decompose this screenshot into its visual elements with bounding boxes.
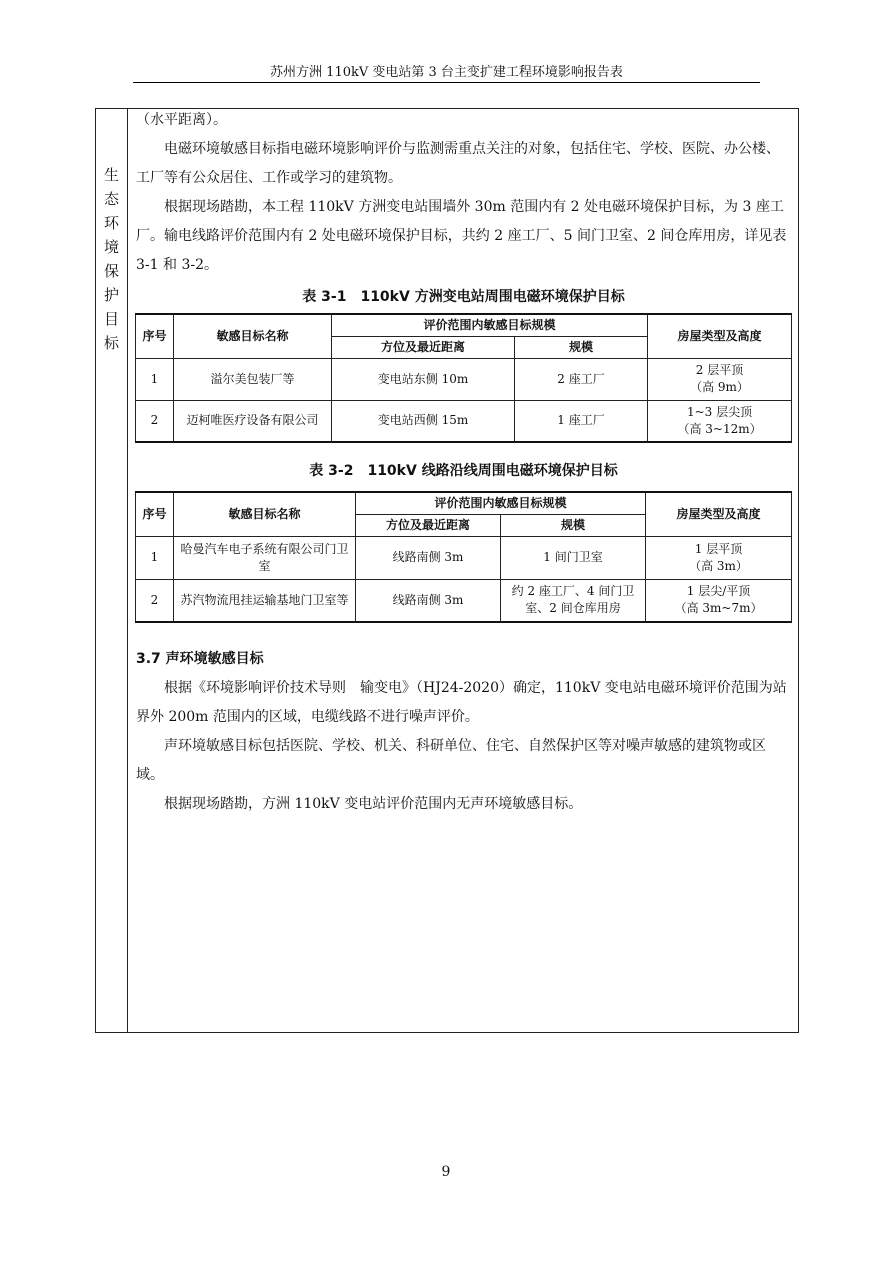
side-char: 态	[103, 190, 119, 208]
table-row	[136, 536, 792, 579]
side-char: 目	[103, 310, 119, 328]
content-frame	[95, 108, 799, 1033]
paragraph: 根据现场踏勘，方洲 110kV 变电站评价范围内无声环境敏感目标。	[164, 796, 583, 812]
cell-scale: 2 座工厂	[515, 358, 648, 400]
header-scope: 评价范围内敏感目标规模	[356, 492, 646, 514]
cell-type	[646, 579, 792, 622]
table1	[135, 313, 792, 443]
header-no: 序号	[136, 314, 174, 358]
cell-type	[646, 536, 792, 579]
cell-dir: 线路南侧 3m	[356, 579, 501, 622]
cell-name: 苏汽物流甩挂运输基地门卫室等	[174, 579, 356, 622]
cell-scale: 约 2 座工厂、4 间门卫室、2 间仓库用房	[501, 579, 646, 622]
cell-name: 哈曼汽车电子系统有限公司门卫室	[174, 536, 356, 579]
cell-scale: 1 座工厂	[515, 400, 648, 442]
cell-no: 2	[136, 579, 174, 622]
paragraph: 电磁环境敏感目标指电磁环境影响评价与监测需重点关注的对象，包括住宅、学校、医院、办公楼、工厂等有公众居住、工作或学习的建筑物。	[136, 141, 780, 186]
table1-caption: 表 3-1 110kV 方洲变电站周围电磁环境保护目标	[302, 289, 625, 305]
header-rule	[133, 82, 760, 83]
cell-type-line: 2 层平顶	[695, 363, 744, 377]
cell-no: 2	[136, 400, 174, 442]
header-name: 敏感目标名称	[174, 314, 332, 358]
header-scope: 评价范围内敏感目标规模	[332, 314, 648, 336]
cell-type-line: 1~3 层尖顶	[686, 404, 753, 419]
cell-name: 溢尔美包装厂等	[174, 358, 332, 400]
table-row	[136, 579, 792, 622]
header-dir: 方位及最近距离	[332, 336, 515, 358]
cell-dir: 线路南侧 3m	[356, 536, 501, 579]
section-title: 3.7 声环境敏感目标	[136, 651, 264, 667]
page-header: 苏州方洲 110kV 变电站第 3 台主变扩建工程环境影响报告表	[270, 65, 623, 80]
side-label	[96, 163, 127, 355]
side-char: 生	[103, 166, 119, 184]
header-name: 敏感目标名称	[174, 492, 356, 536]
page-number: 9	[441, 1164, 451, 1180]
header-no: 序号	[136, 492, 174, 536]
side-column	[96, 109, 128, 1032]
cell-type-line: 1 层尖/平顶	[686, 584, 751, 599]
header-scale: 规模	[515, 336, 648, 358]
header-type: 房屋类型及高度	[646, 492, 792, 536]
table2	[135, 491, 792, 623]
paragraph: 声环境敏感目标包括医院、学校、机关、科研单位、住宅、自然保护区等对噪声敏感的建筑物或区域。	[136, 738, 766, 783]
cell-no: 1	[136, 536, 174, 579]
paragraph: 根据现场踏勘，本工程 110kV 方洲变电站围墙外 30m 范围内有 2 处电磁环境保护目标，为 3 座工厂。输电线路评价范围内有 2 处电磁环境保护目标，共约 2 座工厂、5 间门卫室、2 间仓库用房，详见表 3-1 和 3-2。	[136, 199, 787, 273]
table2-caption: 表 3-2 110kV 线路沿线周围电磁环境保护目标	[309, 463, 618, 479]
header-type: 房屋类型及高度	[648, 314, 792, 358]
cell-type-line: （高 9m）	[690, 380, 749, 394]
cell-dir: 变电站西侧 15m	[332, 400, 515, 442]
side-char: 保	[103, 262, 119, 280]
side-char: 环	[103, 214, 119, 232]
header-dir: 方位及最近距离	[356, 514, 501, 536]
cell-scale: 1 间门卫室	[501, 536, 646, 579]
cell-type-line: （高 3m~7m）	[674, 601, 763, 616]
cell-type	[648, 400, 792, 442]
side-char: 护	[103, 286, 119, 304]
table-row	[136, 400, 792, 442]
cell-dir: 变电站东侧 10m	[332, 358, 515, 400]
paragraph: （水平距离）。	[136, 112, 227, 128]
cell-name: 迈柯唯医疗设备有限公司	[174, 400, 332, 442]
side-char: 标	[103, 334, 119, 352]
cell-type-line: 1 层平顶	[694, 541, 743, 556]
cell-type-line: （高 3~12m）	[677, 421, 762, 436]
paragraph: 根据《环境影响评价技术导则 输变电》（HJ24-2020）确定，110kV 变电站电磁环境评价范围为站界外 200m 范围内的区域，电缆线路不进行噪声评价。	[136, 680, 787, 725]
cell-no: 1	[136, 358, 174, 400]
table-row	[136, 358, 792, 400]
cell-type	[648, 358, 792, 400]
header-scale: 规模	[501, 514, 646, 536]
main-content	[136, 109, 791, 819]
side-char: 境	[103, 238, 119, 256]
cell-type-line: （高 3m）	[689, 558, 748, 573]
